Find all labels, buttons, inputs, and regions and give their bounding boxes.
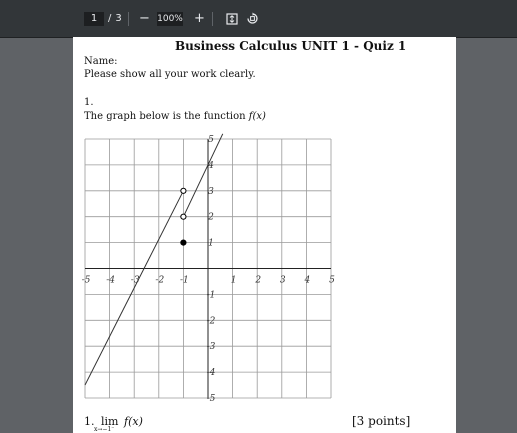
name-label: Name: <box>84 56 118 67</box>
x-tick-label: 2 <box>255 275 262 286</box>
y-tick-label: 1 <box>208 238 214 249</box>
limit-operator: lim <box>101 415 119 428</box>
zoom-level-input[interactable]: 100% <box>157 13 183 24</box>
x-tick-label: 1 <box>230 275 237 286</box>
sub-question-number: 1. <box>84 415 95 428</box>
x-tick-label: 4 <box>304 275 311 286</box>
open-point <box>181 188 186 193</box>
open-point <box>181 214 186 219</box>
quiz-title: Business Calculus UNIT 1 - Quiz 1 <box>175 39 407 53</box>
x-tick-label: 5 <box>329 275 335 286</box>
y-tick-label: 3 <box>208 186 214 197</box>
y-tick-label: -5 <box>206 394 216 404</box>
x-tick-label: -5 <box>81 275 91 286</box>
page-separator: / <box>108 13 112 24</box>
y-tick-label: -2 <box>206 316 216 327</box>
y-tick-label: 4 <box>208 160 214 171</box>
y-tick-label: -3 <box>206 342 216 353</box>
function-segment <box>183 134 222 217</box>
x-tick-label: -4 <box>106 275 115 286</box>
y-tick-label: -4 <box>206 368 216 379</box>
limit-function: f(x) <box>124 415 143 428</box>
total-pages: 3 <box>115 13 122 24</box>
y-tick-label: 2 <box>208 212 214 223</box>
x-tick-label: -2 <box>155 275 165 286</box>
x-tick-label: -3 <box>130 275 140 286</box>
points-label: [3 points] <box>352 414 411 428</box>
zoom-in-icon[interactable]: + <box>194 11 205 26</box>
y-tick-label: -1 <box>206 290 216 301</box>
x-tick-label: 3 <box>279 275 286 286</box>
y-tick-label: 5 <box>208 135 214 145</box>
closed-point <box>181 240 186 245</box>
zoom-out-icon[interactable]: − <box>139 11 150 26</box>
limit-subscript: x→−1⁻ <box>94 426 115 433</box>
instructions-text: Please show all your work clearly. <box>84 69 256 80</box>
page-number-input[interactable]: 1 <box>84 12 104 26</box>
question-text-prefix: The graph below is the function <box>84 111 249 122</box>
function-name: f(x) <box>248 111 266 122</box>
question-number: 1. <box>84 97 94 108</box>
x-tick-label: -1 <box>180 275 189 286</box>
